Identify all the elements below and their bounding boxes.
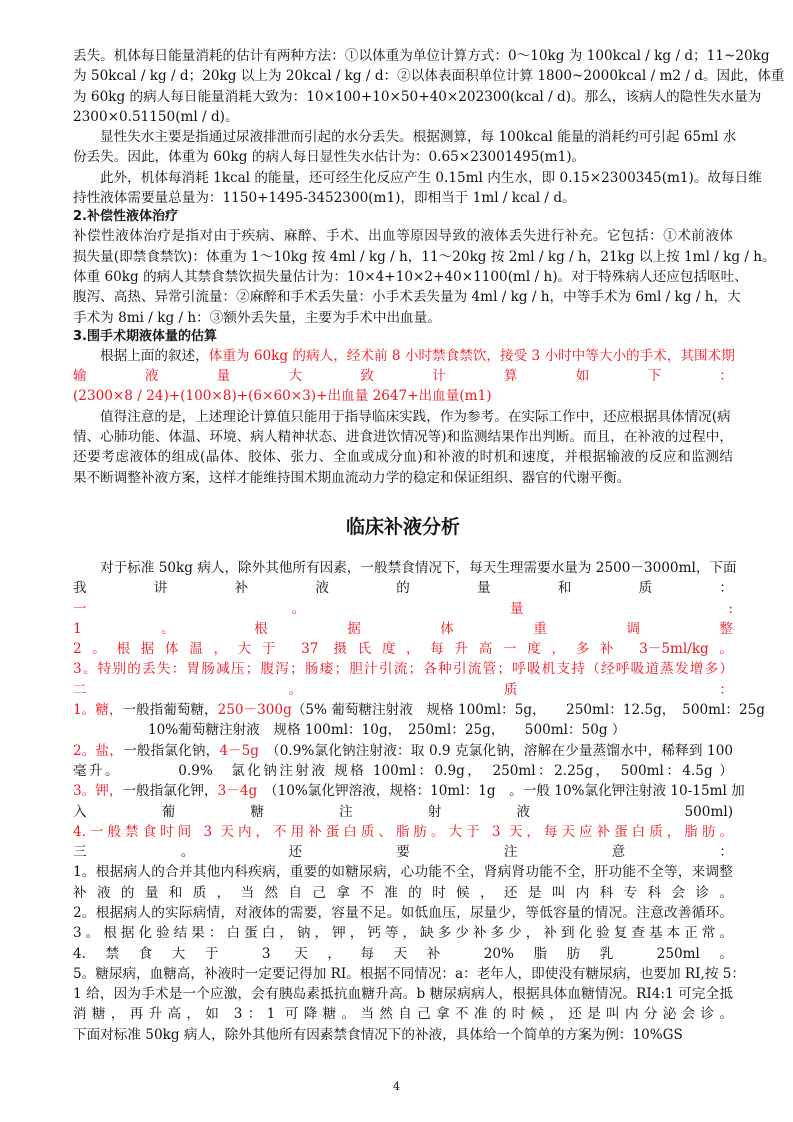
text-segment: （10%氯化钾溶液，规格：10ml：1g 。一般 10%氯化钾注射液 10-15ml 加 — [257, 783, 745, 800]
paragraph — [73, 366, 733, 407]
text-segment: 1。根据病人的合并其他内科疾病，重要的如糖尿病，心功能不全，肾病肾功能不全，肝功能不全等，来调整 — [73, 864, 733, 881]
text-segment: 一般指氯化钠， — [123, 742, 220, 759]
highlighted-text: 输液量大致计算如下： — [73, 368, 733, 385]
text-segment: 值得注意的是，上述理论计算值只能用于指导临床实践，作为参考。在实际工作中，还应根据具体情况(病 — [100, 408, 731, 425]
text-segment: 10%葡萄糖注射液 规格 100ml：10g， 250ml：25g， 500ml：50g ） — [148, 722, 626, 739]
page-title: 临床补液分析 — [345, 515, 460, 538]
text-line — [73, 407, 733, 427]
paragraph — [73, 46, 785, 127]
text-line — [73, 558, 737, 578]
text-line — [73, 386, 733, 406]
highlighted-text: 250－300g — [217, 702, 292, 719]
text-line — [73, 247, 776, 267]
text-segment: 一般指葡萄糖， — [122, 702, 218, 719]
text-segment: 毫升。 0.9% 氯化钠注射液 规格 100ml：0.9g， 250ml：2.25g， 500ml：4.5g ） — [73, 762, 733, 779]
text-segment: 2300×0.51150(ml / d)。 — [73, 108, 239, 125]
text-line — [73, 46, 770, 66]
text-segment: 损失量(即禁食禁饮)：体重为 1～10kg 按 4ml / kg / h，11～20kg 按 2ml / kg / h，21kg 以上按 1ml / kg / h。 — [73, 248, 776, 265]
text-line — [73, 308, 733, 328]
text-line — [73, 1004, 733, 1024]
text-line — [73, 862, 733, 882]
text-segment: 此外，机体每消耗 1kcal 的能量，还可经生化反应产生 0.15ml 内生水，即 0.15×2300345(m1)。故每日维 — [100, 169, 762, 186]
highlighted-text: 2。盐， — [73, 742, 124, 759]
text-line — [73, 599, 733, 619]
text-line — [73, 127, 737, 147]
text-line — [73, 883, 733, 903]
highlighted-text: 2。根据体温，大于 37 摄氏度，每升高一度，多补 3－5ml/kg。 — [73, 641, 733, 658]
text-segment: 补偿性液体治疗是指对由于疾病、麻醉、手术、出血等原因导致的液体丢失进行补充。它包括：①术前液体 — [73, 228, 733, 245]
highlighted-text: 1。糖， — [73, 702, 123, 719]
text-line — [73, 680, 733, 700]
text-line — [73, 700, 765, 720]
text-line — [73, 822, 733, 842]
text-line — [73, 619, 733, 639]
text-line — [73, 984, 733, 1004]
section-heading: 2.补偿性液体治疗 — [73, 209, 178, 225]
text-segment: 腹泻、高热、异常引流量：②麻醉和手术丢失量：小手术丢失量为 4ml / kg / h，中等手术为 6ml / kg / h，大 — [73, 289, 741, 306]
text-line — [73, 842, 733, 862]
paragraph — [73, 720, 733, 740]
text-line — [73, 188, 733, 208]
text-line — [73, 1025, 733, 1045]
document-body — [73, 46, 785, 1045]
text-line — [73, 147, 733, 167]
highlighted-text: 3。特别的丢失：胃肠减压；腹泻；肠瘘；胆汁引流；各种引流管；呼吸机支持（经呼吸道蒸发增多） — [73, 661, 733, 678]
paragraph — [73, 578, 765, 720]
text-segment: 5。糖尿病，血糖高，补液时一定要记得加 RI。根据不同情况：a：老年人，即使没有糖尿病，也要加 RI,按 5： — [73, 965, 746, 982]
highlighted-text: 二。质： — [73, 681, 733, 698]
text-segment: 三。还要注意： — [73, 844, 733, 861]
highlighted-text: 4.一般禁食时间 3 天内，不用补蛋白质、脂肪。大于 3 天，每天应补蛋白质，脂肪。 — [73, 823, 733, 840]
text-line — [73, 346, 733, 366]
text-line — [73, 781, 745, 801]
text-segment: 下面对标准 50kg 病人，除外其他所有因素禁食情况下的补液，具体给一个简单的方案为例：10%GS — [73, 1026, 683, 1043]
text-line — [73, 761, 733, 781]
text-segment: 2。根据病人的实际病情，对液体的需要，容量不足。如低血压，尿量少，等低容量的情况。注意改善循环。 — [73, 904, 733, 921]
text-line — [73, 287, 741, 307]
text-line — [73, 578, 733, 598]
highlighted-text: 3－4g — [217, 783, 258, 800]
page-number: 4 — [393, 1080, 400, 1093]
text-line — [73, 964, 746, 984]
text-segment: 情、心肺功能、体温、环境、病人精神状态、进食进饮情况等)和监测结果作出判断。而且，在补液的过程中， — [73, 429, 733, 446]
text-line — [73, 168, 762, 188]
text-line — [73, 802, 733, 822]
section-heading: 3.围手术期液体量的估算 — [73, 328, 217, 344]
text-line — [73, 87, 762, 107]
text-segment: 根据上面的叙述， — [100, 347, 209, 364]
paragraph — [73, 558, 737, 578]
text-segment: 4.禁食大于 3 天，每天补 20%脂肪乳 250ml。 — [73, 945, 733, 962]
text-line — [73, 267, 748, 287]
text-line — [73, 226, 733, 246]
paragraph — [73, 226, 776, 327]
text-line — [73, 66, 785, 86]
text-segment: 3。根据化验结果：白蛋白，钠，钾，钙等，缺多少补多少，补到化验复查基本正常。 — [73, 925, 733, 942]
text-segment: 果不断调整补液方案，这样才能维持围术期血流动力学的稳定和保证组织、器官的代谢平衡。 — [73, 469, 631, 486]
text-segment: 还要考虑液体的组成(晶体、胶体、张力、全血或成分血)和补液的时机和速度，并根据输液的反应和监测结 — [73, 449, 733, 466]
text-segment: 持性液体需要量总量为：1150+1495-3452300(m1)，即相当于 1ml / kcal / d。 — [73, 190, 576, 207]
text-line — [73, 923, 733, 943]
text-line — [73, 903, 733, 923]
highlighted-text: 体重为 60kg 的病人，经术前 8 小时禁食禁饮，接受 3 小时中等大小的手术，其围术期 — [208, 347, 735, 364]
text-segment: （0.9%氯化钠注射液：取 0.9 克氯化钠，溶解在少量蒸馏水中，稀释到 100 — [258, 742, 733, 759]
text-segment: 消糖，再升高，如 3：1 可降糖。当然自己拿不准的时候，还是叫内分泌会诊。 — [73, 1006, 733, 1023]
paragraph — [73, 427, 733, 488]
text-segment: （5% 葡萄糖注射液 规格 100ml：5g， 250ml：12.5g， 500ml：25g — [291, 702, 765, 719]
text-line — [73, 639, 733, 659]
text-segment: 对于标准 50kg 病人，除外其他所有因素，一般禁食情况下，每天生理需要水量为 2500－3000ml，下面 — [100, 559, 737, 576]
paragraph — [73, 127, 737, 168]
highlighted-text: 3。钾， — [73, 783, 123, 800]
paragraph — [73, 407, 733, 427]
paragraph — [73, 741, 746, 1045]
text-segment: 显性失水主要是指通过尿液排泄而引起的水分丢失。根据测算，每 100kcal 能量的消耗约可引起 65ml 水 — [100, 129, 737, 146]
text-segment: 份丢失。因此，体重为 60kg 的病人每日显性失水估计为：0.65×23001495(m1)。 — [73, 149, 586, 166]
text-segment: 一般指氯化钾， — [122, 783, 218, 800]
text-segment: 体重 60kg 的病人其禁食禁饮损失量估计为：10×4+10×2+40×1100(ml / h)。对于特殊病人还应包括呕吐、 — [73, 268, 748, 285]
text-line — [73, 107, 733, 127]
highlighted-text: 1。根据体重调整 — [73, 620, 733, 637]
text-line — [73, 366, 733, 386]
text-segment: 我讲补液的量和质： — [73, 580, 733, 597]
text-line — [73, 741, 733, 761]
text-segment: 丢失。机体每日能量消耗的估计有两种方法：①以体重为单位计算方式：0～10kg 为 100kcal / kg / d；11~20kg — [73, 48, 770, 64]
highlighted-text: (2300×8 / 24)+(100×8)+(6×60×3)+出血量 2647+出血量(m1) — [73, 388, 492, 405]
text-segment: 手术为 8mi / kg / h：③额外丢失量，主要为手术中出血量。 — [73, 309, 441, 326]
text-line — [73, 447, 733, 467]
text-line — [73, 468, 733, 488]
text-line — [73, 944, 733, 964]
paragraph — [73, 346, 733, 366]
text-segment: 为 60kg 的病人每日能量消耗大致为：10×100+10×50+40×202300(kcal / d)。那么，该病人的隐性失水量为 — [73, 88, 762, 105]
text-segment: 补液的量和质，当然自己拿不准的时候，还是叫内科专科会诊。 — [73, 884, 733, 901]
text-segment: 入葡糖注射液 500ml) — [73, 803, 733, 820]
text-segment: 1 给，因为手术是一个应激，会有胰岛素抵抗血糖升高。b 糖尿病病人，根据具体血糖情况。RI4:1 可完全抵 — [73, 986, 733, 1003]
text-line — [73, 720, 733, 740]
text-line — [73, 659, 733, 679]
text-segment: 为 50kcal / kg / d；20kg 以上为 20kcal / kg / d：②以体表面积单位计算 1800~2000kcal / m2 / d。因此，体重 — [73, 68, 785, 85]
paragraph — [73, 168, 762, 209]
highlighted-text: 4－5g — [219, 742, 259, 759]
text-line — [73, 427, 733, 447]
highlighted-text: 一。量: — [73, 600, 733, 617]
